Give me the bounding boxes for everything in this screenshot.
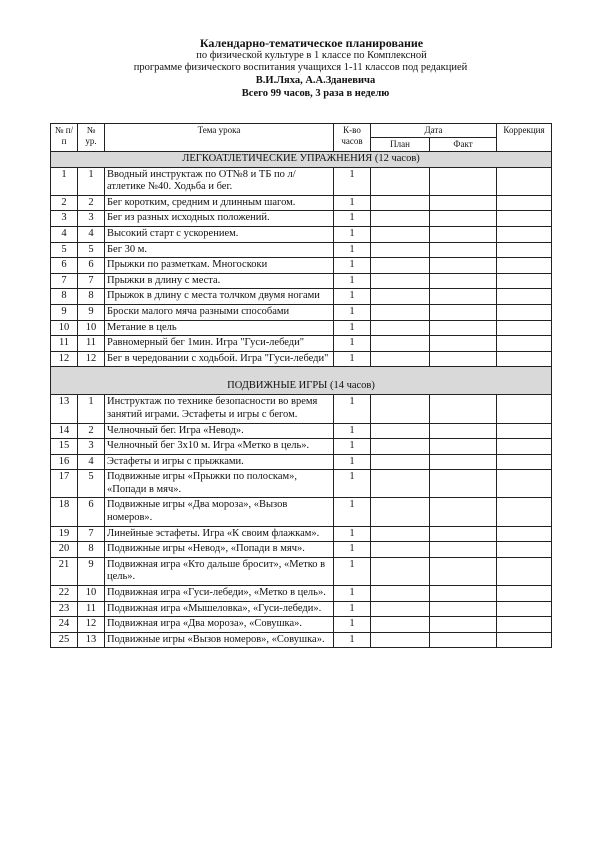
hours-count: 1: [334, 395, 371, 423]
hours-count: 1: [334, 542, 371, 558]
fact-date-cell: [430, 351, 497, 367]
hours-count: 1: [334, 226, 371, 242]
fact-date-cell: [430, 195, 497, 211]
lesson-number: 2: [78, 195, 105, 211]
table-row: [51, 242, 552, 258]
row-number: 14: [51, 423, 78, 439]
hours-count: 1: [334, 336, 371, 352]
lesson-topic: Бег 30 м.: [105, 242, 334, 258]
hours-count: 1: [334, 601, 371, 617]
lesson-number: 3: [78, 439, 105, 455]
plan-date-cell: [371, 273, 430, 289]
correction-cell: [497, 195, 552, 211]
col-header-number: № п/п: [51, 124, 78, 152]
plan-date-cell: [371, 423, 430, 439]
correction-cell: [497, 470, 552, 498]
correction-cell: [497, 423, 552, 439]
fact-date-cell: [430, 304, 497, 320]
fact-date-cell: [430, 557, 497, 585]
hours-count: 1: [334, 273, 371, 289]
subtitle-line: по физической культуре в 1 классе по Комплексной: [196, 50, 427, 61]
lesson-number: 6: [78, 258, 105, 274]
col-header-correction: Коррекция: [497, 124, 552, 152]
table-body: [51, 152, 552, 648]
lesson-number: 5: [78, 242, 105, 258]
table-row: [51, 542, 552, 558]
lesson-topic: Вводный инструктаж по ОТ№8 и ТБ по л/атлетике №40. Ходьба и бег.: [105, 167, 334, 195]
row-number: 4: [51, 226, 78, 242]
fact-date-cell: [430, 273, 497, 289]
lesson-topic: Челночный бег. Игра «Невод».: [105, 423, 334, 439]
lesson-topic: Броски малого мяча разными способами: [105, 304, 334, 320]
fact-date-cell: [430, 242, 497, 258]
correction-cell: [497, 273, 552, 289]
col-header-lesson-number: № ур.: [78, 124, 105, 152]
correction-cell: [497, 320, 552, 336]
table-row: [51, 601, 552, 617]
row-number: 17: [51, 470, 78, 498]
row-number: 7: [51, 273, 78, 289]
hours-count: 1: [334, 526, 371, 542]
table-row: [51, 273, 552, 289]
authors-line: В.И.Ляха, А.А.Зданевича: [255, 75, 376, 86]
lesson-number: 1: [78, 167, 105, 195]
table-row: [51, 195, 552, 211]
plan-date-cell: [371, 336, 430, 352]
lesson-number: 12: [78, 351, 105, 367]
lesson-number: 6: [78, 498, 105, 526]
lesson-number: 1: [78, 395, 105, 423]
lesson-number: 10: [78, 320, 105, 336]
col-header-date: Дата: [371, 124, 497, 138]
fact-date-cell: [430, 258, 497, 274]
plan-date-cell: [371, 542, 430, 558]
plan-date-cell: [371, 439, 430, 455]
hours-count: 1: [334, 351, 371, 367]
row-number: 9: [51, 304, 78, 320]
hours-count: 1: [334, 304, 371, 320]
table-row: [51, 336, 552, 352]
row-number: 12: [51, 351, 78, 367]
row-number: 1: [51, 167, 78, 195]
plan-date-cell: [371, 304, 430, 320]
table-row: [51, 258, 552, 274]
row-number: 18: [51, 498, 78, 526]
table-row: [51, 439, 552, 455]
lesson-number: 7: [78, 273, 105, 289]
lesson-number: 4: [78, 454, 105, 470]
table-row: [51, 211, 552, 227]
row-number: 5: [51, 242, 78, 258]
row-number: 10: [51, 320, 78, 336]
lesson-number: 4: [78, 226, 105, 242]
plan-date-cell: [371, 226, 430, 242]
hours-count: 1: [334, 195, 371, 211]
plan-date-cell: [371, 632, 430, 648]
lesson-topic: Подвижные игры «Прыжки по полоскам», «Попади в мяч».: [105, 470, 334, 498]
table-row: [51, 423, 552, 439]
lesson-topic: Прыжок в длину с места толчком двумя ногами: [105, 289, 334, 305]
lesson-topic: Бег в чередовании с ходьбой. Игра "Гуси-лебеди": [105, 351, 334, 367]
correction-cell: [497, 258, 552, 274]
table-row: [51, 395, 552, 423]
lesson-number: 8: [78, 289, 105, 305]
lesson-topic: Прыжки по разметкам. Многоскоки: [105, 258, 334, 274]
plan-date-cell: [371, 195, 430, 211]
correction-cell: [497, 526, 552, 542]
hours-count: 1: [334, 586, 371, 602]
table-row: [51, 586, 552, 602]
lesson-topic: Метание в цель: [105, 320, 334, 336]
hours-count: 1: [334, 211, 371, 227]
fact-date-cell: [430, 226, 497, 242]
table-row: [51, 617, 552, 633]
hours-count: 1: [334, 470, 371, 498]
plan-date-cell: [371, 586, 430, 602]
hours-count: 1: [334, 320, 371, 336]
lesson-number: 2: [78, 423, 105, 439]
row-number: 16: [51, 454, 78, 470]
section-title: ЛЕГКОАТЛЕТИЧЕСКИЕ УПРАЖНЕНИЯ (12 часов): [51, 152, 552, 168]
lesson-topic: Инструктаж по технике безопасности во время занятий играми. Эстафеты и игры с бегом.: [105, 395, 334, 423]
row-number: 15: [51, 439, 78, 455]
lesson-topic: Бег коротким, средним и длинным шагом.: [105, 195, 334, 211]
row-number: 22: [51, 586, 78, 602]
section-title: ПОДВИЖНЫЕ ИГРЫ (14 часов): [51, 367, 552, 395]
row-number: 3: [51, 211, 78, 227]
fact-date-cell: [430, 526, 497, 542]
row-number: 8: [51, 289, 78, 305]
row-number: 21: [51, 557, 78, 585]
row-number: 2: [51, 195, 78, 211]
table-row: [51, 454, 552, 470]
plan-date-cell: [371, 470, 430, 498]
fact-date-cell: [430, 211, 497, 227]
table-row: [51, 526, 552, 542]
col-header-plan: План: [371, 138, 430, 152]
document-header: [0, 36, 595, 100]
correction-cell: [497, 601, 552, 617]
plan-date-cell: [371, 242, 430, 258]
correction-cell: [497, 617, 552, 633]
table-row: [51, 167, 552, 195]
row-number: 24: [51, 617, 78, 633]
lesson-topic: Челночный бег 3х10 м. Игра «Метко в цель».: [105, 439, 334, 455]
lesson-number: 13: [78, 632, 105, 648]
table-row: [51, 498, 552, 526]
lesson-number: 9: [78, 304, 105, 320]
lesson-number: 5: [78, 470, 105, 498]
lesson-number: 3: [78, 211, 105, 227]
fact-date-cell: [430, 395, 497, 423]
table-row: [51, 557, 552, 585]
table-row: [51, 289, 552, 305]
lesson-number: 11: [78, 336, 105, 352]
lesson-topic: Подвижные игры «Два мороза», «Вызов номеров».: [105, 498, 334, 526]
lesson-topic: Подвижные игры «Невод», «Попади в мяч».: [105, 542, 334, 558]
lesson-number: 7: [78, 526, 105, 542]
correction-cell: [497, 211, 552, 227]
lesson-plan-table: [50, 123, 552, 648]
lesson-topic: Эстафеты и игры с прыжками.: [105, 454, 334, 470]
lesson-number: 9: [78, 557, 105, 585]
col-header-topic: Тема урока: [105, 124, 334, 152]
lesson-topic: Бег из разных исходных положений.: [105, 211, 334, 227]
plan-date-cell: [371, 557, 430, 585]
correction-cell: [497, 542, 552, 558]
lesson-topic: Высокий старт с ускорением.: [105, 226, 334, 242]
lesson-topic: Подвижная игра «Гуси-лебеди», «Метко в цель».: [105, 586, 334, 602]
row-number: 13: [51, 395, 78, 423]
header-row: [51, 124, 552, 138]
hours-count: 1: [334, 557, 371, 585]
col-header-fact: Факт: [430, 138, 497, 152]
plan-date-cell: [371, 454, 430, 470]
hours-count: 1: [334, 242, 371, 258]
hours-count: 1: [334, 617, 371, 633]
hours-line: Всего 99 часов, 3 раза в неделю: [241, 88, 390, 99]
correction-cell: [497, 454, 552, 470]
fact-date-cell: [430, 498, 497, 526]
hours-count: 1: [334, 289, 371, 305]
correction-cell: [497, 586, 552, 602]
table-row: [51, 470, 552, 498]
hours-count: 1: [334, 439, 371, 455]
table-row: [51, 226, 552, 242]
table-row: [51, 304, 552, 320]
correction-cell: [497, 226, 552, 242]
table-row: [51, 632, 552, 648]
lesson-topic: Подвижные игры «Вызов номеров», «Совушка».: [105, 632, 334, 648]
lesson-number: 11: [78, 601, 105, 617]
correction-cell: [497, 167, 552, 195]
program-line: программе физического воспитания учащихся 1-11 классов под редакцией: [133, 62, 468, 73]
correction-cell: [497, 336, 552, 352]
correction-cell: [497, 439, 552, 455]
fact-date-cell: [430, 423, 497, 439]
fact-date-cell: [430, 617, 497, 633]
row-number: 6: [51, 258, 78, 274]
plan-date-cell: [371, 167, 430, 195]
col-header-hours: К-во часов: [334, 124, 371, 152]
plan-date-cell: [371, 351, 430, 367]
plan-date-cell: [371, 601, 430, 617]
correction-cell: [497, 304, 552, 320]
hours-count: 1: [334, 454, 371, 470]
lesson-topic: Подвижная игра «Кто дальше бросит», «Метко в цель».: [105, 557, 334, 585]
lesson-topic: Равномерный бег 1мин. Игра "Гуси-лебеди": [105, 336, 334, 352]
fact-date-cell: [430, 601, 497, 617]
correction-cell: [497, 395, 552, 423]
fact-date-cell: [430, 320, 497, 336]
hours-count: 1: [334, 258, 371, 274]
lesson-number: 12: [78, 617, 105, 633]
lesson-topic: Прыжки в длину с места.: [105, 273, 334, 289]
correction-cell: [497, 242, 552, 258]
fact-date-cell: [430, 167, 497, 195]
correction-cell: [497, 557, 552, 585]
document-title: Календарно-тематическое планирование: [199, 36, 424, 50]
hours-count: 1: [334, 632, 371, 648]
row-number: 20: [51, 542, 78, 558]
plan-date-cell: [371, 211, 430, 227]
correction-cell: [497, 289, 552, 305]
row-number: 23: [51, 601, 78, 617]
fact-date-cell: [430, 336, 497, 352]
plan-date-cell: [371, 395, 430, 423]
lesson-topic: Подвижная игра «Мышеловка», «Гуси-лебеди».: [105, 601, 334, 617]
hours-count: 1: [334, 423, 371, 439]
fact-date-cell: [430, 632, 497, 648]
plan-date-cell: [371, 617, 430, 633]
section-row: [51, 152, 552, 168]
correction-cell: [497, 351, 552, 367]
hours-count: 1: [334, 498, 371, 526]
correction-cell: [497, 498, 552, 526]
fact-date-cell: [430, 470, 497, 498]
section-row: [51, 367, 552, 395]
correction-cell: [497, 632, 552, 648]
fact-date-cell: [430, 542, 497, 558]
plan-date-cell: [371, 526, 430, 542]
row-number: 19: [51, 526, 78, 542]
plan-date-cell: [371, 258, 430, 274]
table-row: [51, 320, 552, 336]
fact-date-cell: [430, 454, 497, 470]
lesson-number: 8: [78, 542, 105, 558]
lesson-number: 10: [78, 586, 105, 602]
fact-date-cell: [430, 439, 497, 455]
fact-date-cell: [430, 586, 497, 602]
plan-date-cell: [371, 289, 430, 305]
lesson-topic: Линейные эстафеты. Игра «К своим флажкам».: [105, 526, 334, 542]
lesson-topic: Подвижная игра «Два мороза», «Совушка».: [105, 617, 334, 633]
row-number: 11: [51, 336, 78, 352]
row-number: 25: [51, 632, 78, 648]
table-row: [51, 351, 552, 367]
plan-date-cell: [371, 320, 430, 336]
plan-date-cell: [371, 498, 430, 526]
fact-date-cell: [430, 289, 497, 305]
hours-count: 1: [334, 167, 371, 195]
